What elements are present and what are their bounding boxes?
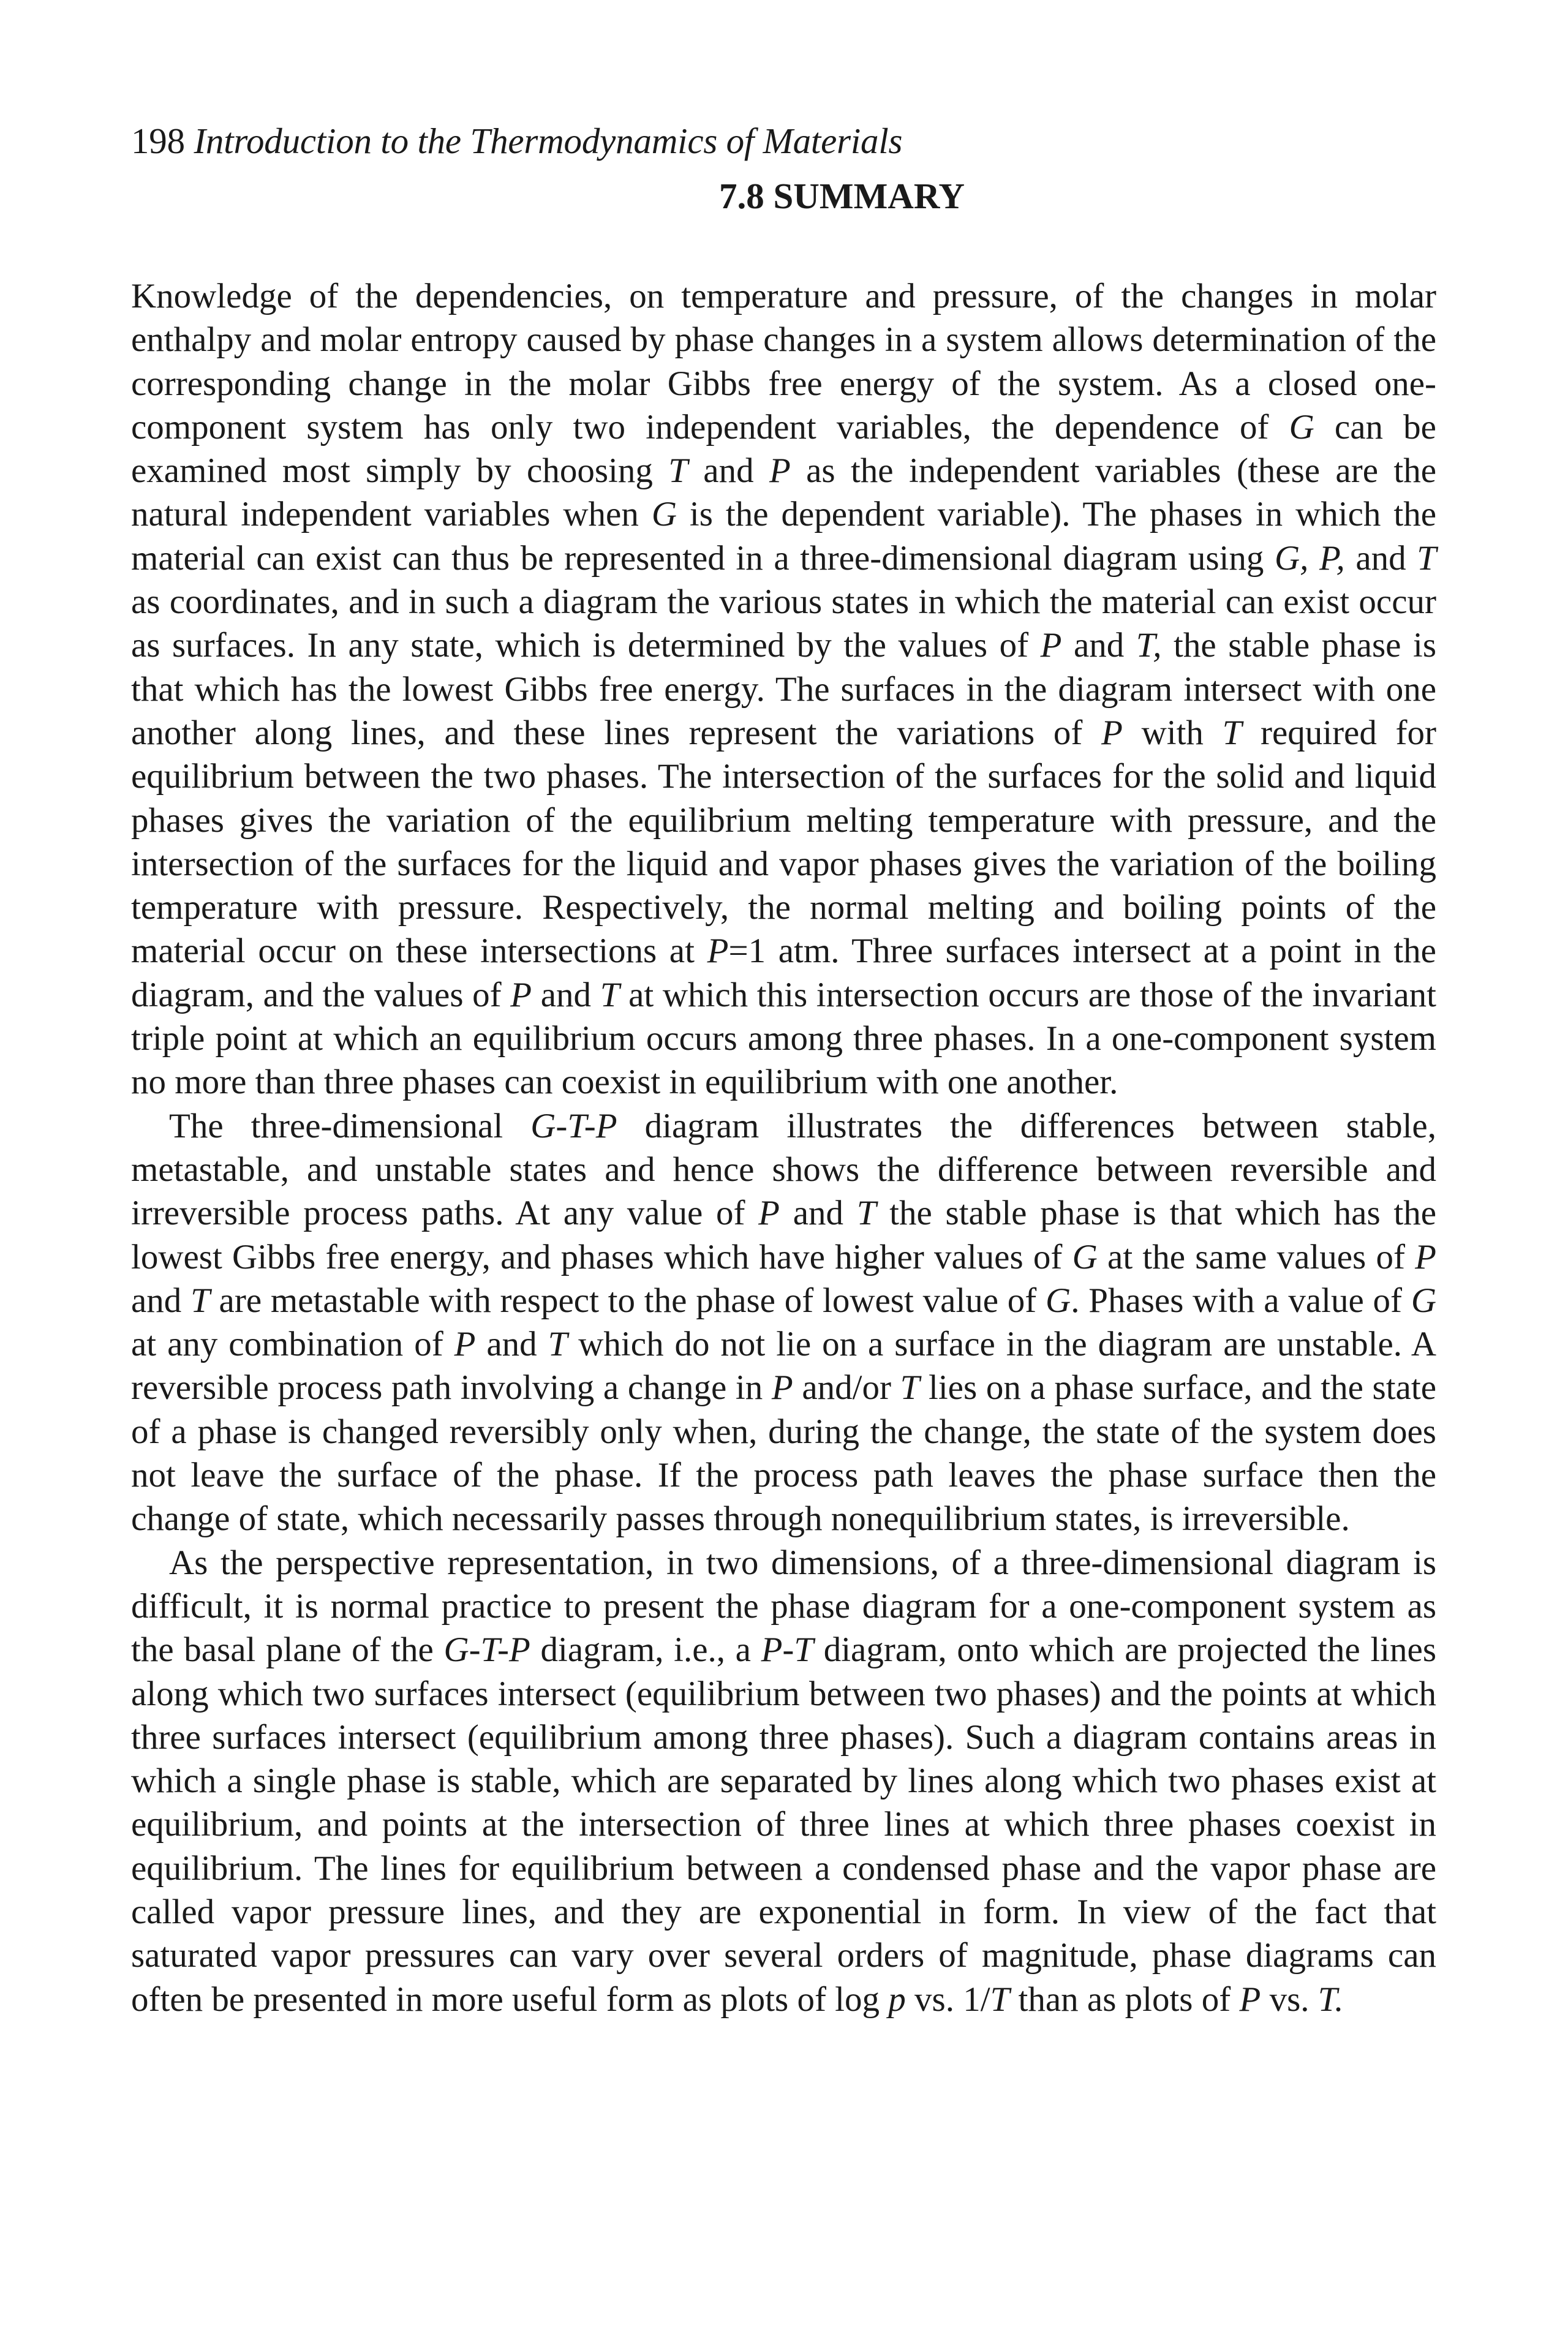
running-title: Introduction to the Thermodynamics of Materials — [194, 121, 903, 161]
paragraph-2: The three-dimensional G-T-P diagram illustrates the differences between stable, metastable, and unstable states and hence shows the difference between reversible and irreversible process paths. At any value of P and T the stable phase is that which has the lowest Gibbs free energy, and phases which have higher values of G at the same values of P and T are metastable with respect to the phase of lowest value of G. Phases with a value of G at any combination of P and T which do not lie on a surface in the diagram are unstable. A reversible process path involving a change in P and/or T lies on a phase surface, and the state of a phase is changed reversibly only when, during the change, the state of the system does not leave the surface of the phase. If the process path leaves the phase surface then the change of state, which necessarily passes through nonequilibrium states, is irreversible. — [131, 1106, 1436, 1539]
body-text — [131, 274, 1436, 2021]
book-page — [131, 116, 1436, 2021]
page-number: 198 — [131, 121, 185, 161]
running-header — [131, 116, 1436, 165]
paragraph-1: Knowledge of the dependencies, on temperature and pressure, of the changes in molar enthalpy and molar entropy caused by phase changes in a system allows determination of the corresponding change in the molar Gibbs free energy of the system. As a closed one-component system has only two independent variables, the dependence of G can be examined most simply by choosing T and P as the independent variables (these are the natural independent variables when G is the dependent variable). The phases in which the material can exist can thus be represented in a three-dimensional diagram using G, P, and T as coordinates, and in such a diagram the various states in which the material can exist occur as surfaces. In any state, which is determined by the values of P and T, the stable phase is that which has the lowest Gibbs free energy. The surfaces in the diagram intersect with one another along lines, and these lines represent the variations of P with T required for equilibrium between the two phases. The intersection of the surfaces for the solid and liquid phases gives the variation of the equilibrium melting temperature with pressure, and the intersection of the surfaces for the liquid and vapor phases gives the variation of the boiling temperature with pressure. Respectively, the normal melting and boiling points of the material occur on these intersections at P=1 atm. Three surfaces intersect at a point in the diagram, and the values of P and T at which this intersection occurs are those of the invariant triple point at which an equilibrium occurs among three phases. In a one-component system no more than three phases can coexist in equilibrium with one another. — [131, 277, 1436, 1102]
section-heading: 7.8 SUMMARY — [718, 176, 965, 216]
paragraph-3: As the perspective representation, in two dimensions, of a three-dimensional diagram is difficult, it is normal practice to present the phase diagram for a one-component system as the basal plane of the G-T-P diagram, i.e., a P-T diagram, onto which are projected the lines along which two surfaces intersect (equilibrium between two phases) and the points at which three surfaces intersect (equilibrium among three phases). Such a diagram contains areas in which a single phase is stable, which are separated by lines along which two phases exist at equilibrium, and points at the intersection of three lines at which three phases coexist in equilibrium. The lines for equilibrium between a condensed phase and the vapor phase are called vapor pressure lines, and they are exponential in form. In view of the fact that saturated vapor pressures can vary over several orders of magnitude, phase diagrams can often be presented in more useful form as plots of log p vs. 1/T than as plots of P vs. T. — [131, 1543, 1436, 2019]
